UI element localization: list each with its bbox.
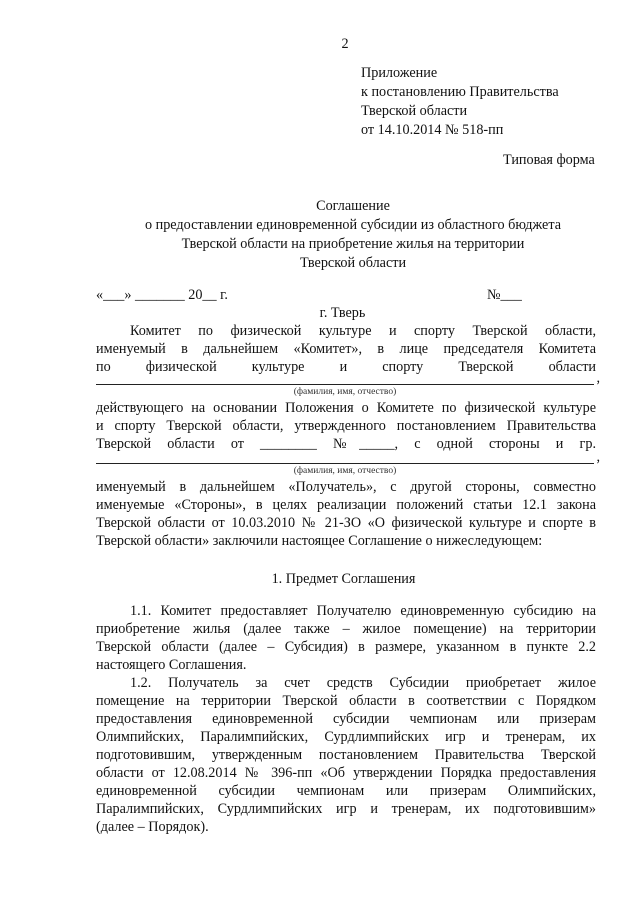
appendix-line: к постановлению Правительства xyxy=(361,84,559,100)
title-line: Тверской области xyxy=(299,255,407,271)
text-line: по физической культуре и спорту Тверской области xyxy=(96,359,596,375)
date-line: «___» _______ 20__ г. xyxy=(96,287,228,303)
city-line: г. Тверь xyxy=(319,305,366,321)
title-line: о предоставлении единовременной субсидии из областного бюджета xyxy=(144,217,561,233)
form-type-label: Типовая форма xyxy=(503,152,595,168)
text-line: предоставления единовременной субсидии чемпионам или призерам xyxy=(96,711,596,727)
clause-1-1 xyxy=(96,602,596,674)
line-comma: , xyxy=(596,449,600,465)
text-line: именуемый в дальнейшем «Комитет», в лице председателя Комитета xyxy=(96,341,596,357)
field-hint-fio: (фамилия, имя, отчество) xyxy=(293,466,397,476)
text-line: Комитет по физической культуре и спорту Тверской области, xyxy=(130,323,596,339)
text-line: Паралимпийских, Сурдлимпийских игр и тренерам, их подготовившим» xyxy=(96,801,596,817)
text-line: именуемые «Стороны», в целях реализации положений статьи 12.1 закона xyxy=(96,497,596,513)
appendix-line: от 14.10.2014 № 518-пп xyxy=(361,122,504,138)
recipient-name-field xyxy=(96,446,600,465)
text-line: помещение на территории Тверской области в соответствии с Порядком xyxy=(96,693,596,709)
text-line: области от 12.08.2014 № 396-пп «Об утверждении Порядка предоставления xyxy=(96,765,596,781)
text-line: 1.1. Комитет предоставляет Получателю единовременную субсидию на xyxy=(130,603,596,619)
line-comma: , xyxy=(596,370,600,386)
title-line: Соглашение xyxy=(316,198,390,214)
text-line: приобретение жилья (далее также – жилое помещение) на территории xyxy=(96,621,596,637)
text-line: единовременной субсидии чемпионам или призерам Олимпийских, xyxy=(96,783,596,799)
section-title: 1. Предмет Соглашения xyxy=(271,571,416,587)
appendix-block xyxy=(361,64,559,140)
page-number: 2 xyxy=(341,36,349,52)
text-line: настоящего Соглашения. xyxy=(96,657,247,673)
text-line: 1.2. Получатель за счет средств Субсидии приобретает жилое xyxy=(130,675,596,691)
text-line: именуемый в дальнейшем «Получатель», с другой стороны, совместно xyxy=(96,479,596,495)
appendix-line: Тверской области xyxy=(361,103,468,119)
appendix-line: Приложение xyxy=(361,65,438,81)
field-hint-fio: (фамилия, имя, отчество) xyxy=(293,387,397,397)
text-line: (далее – Порядок). xyxy=(96,819,209,835)
text-line: и спорту Тверской области, утвержденного постановлением Правительства xyxy=(96,418,596,434)
text-line: Олимпийских, Паралимпийских, Сурдлимпийских игр и тренерам, их xyxy=(96,729,596,745)
text-line: Тверской области от 10.03.2010 № 21-ЗО «О физической культуре и спорте в xyxy=(96,515,596,531)
title-line: Тверской области на приобретение жилья на территории xyxy=(181,236,525,252)
text-line: Тверской области» заключили настоящее Соглашение о нижеследующем: xyxy=(96,533,543,549)
text-line: подготовившим, утвержденным постановлением Правительства Тверской xyxy=(96,747,596,763)
text-line: Тверской области (далее – Субсидия) в размере, указанном в пункте 2.2 xyxy=(96,639,596,655)
paragraph-basis xyxy=(96,399,596,453)
paragraph-recipient xyxy=(96,478,596,550)
text-line: Тверской области от ________ №_____, с одной стороны и гр. xyxy=(96,436,596,452)
text-line: действующего на основании Положения о Комитете по физической культуре xyxy=(96,400,596,416)
clause-1-2 xyxy=(96,674,596,836)
document-title xyxy=(93,197,613,273)
number-line: №___ xyxy=(487,287,522,303)
